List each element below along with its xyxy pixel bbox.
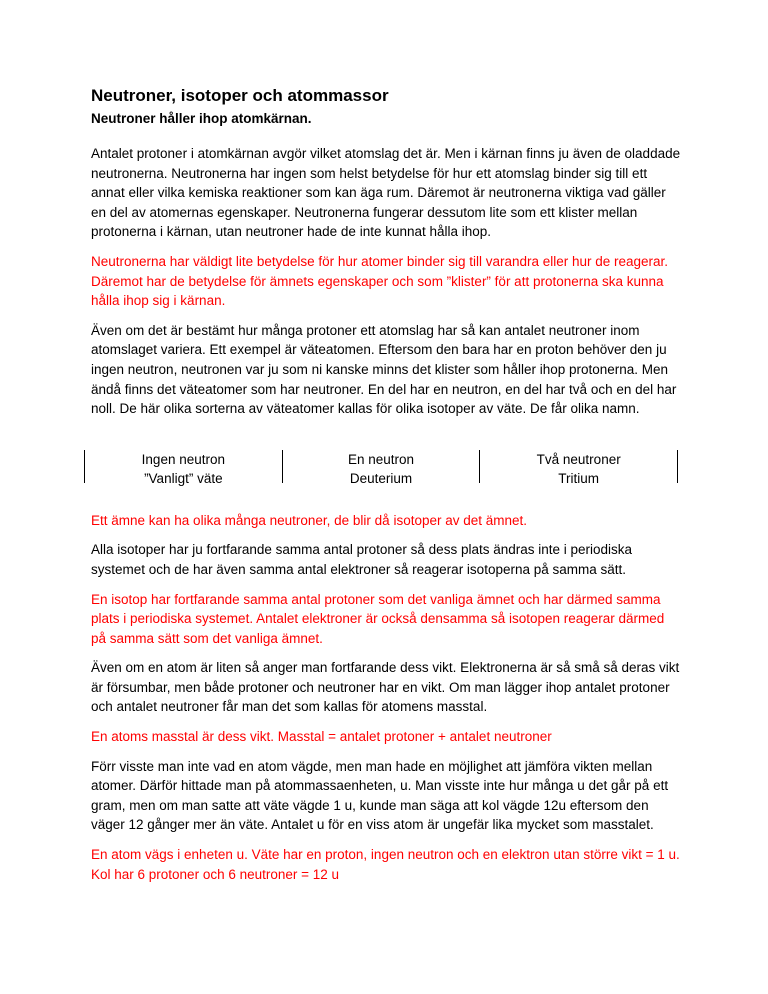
summary-mass-number: En atoms masstal är dess vikt. Masstal = antalet protoner + antalet neutroner	[91, 729, 552, 745]
isotope-name: ”Vanligt” väte	[144, 470, 223, 486]
summary-neutrons: Neutronerna har väldigt lite betydelse för hur atomer binder sig till varandra eller hur de reagerar. Däremot har de betydelse för ämnets egenskaper och som ”klister” för att protonerna ska kunna hålla ihop sig i kärnan.	[91, 253, 669, 309]
isotope-cell-tritium	[479, 450, 678, 486]
isotope-neutrons: Ingen neutron	[141, 451, 225, 467]
summary-atomic-mass-unit: En atom vägs i enheten u. Väte har en proton, ingen neutron och en elektron utan större vikt = 1 u. Kol har 6 protoner och 6 neutroner = 12 u	[91, 847, 680, 882]
paragraph-mass-number: Även om en atom är liten så anger man fortfarande dess vikt. Elektronerna är så små så deras vikt är försumbar, men både protoner och neutroner har en vikt. Om man lägger ihop antalet protoner och antalet neutroner får man det som kallas för atomens masstal.	[91, 660, 680, 715]
isotope-name: Tritium	[558, 470, 600, 486]
summary-isotopes: Ett ämne kan ha olika många neutroner, de blir då isotoper av det ämnet.	[91, 512, 528, 528]
summary-isotope-properties: En isotop har fortfarande samma antal protoner som det vanliga ämnet och har därmed samma plats i periodiska systemet. Antalet elektroner är också densamma så isotopen reagerar därmed på samma sätt som det vanliga ämnet.	[91, 591, 665, 646]
isotope-cell-deuterium	[282, 450, 480, 486]
page-title: Neutroner, isotoper och atommassor	[91, 86, 389, 105]
isotope-name: Deuterium	[349, 470, 413, 486]
document	[91, 86, 681, 884]
paragraph-atomic-mass-unit: Förr visste man inte vad en atom vägde, men man hade en möjlighet att jämföra vikten mellan atomer. Därför hittade man på atommassaenheten, u. Man visste inte hur många u det går på ett gram, men om man satte att väte vägde 1 u, kunde man säga att kol vägde 12u eftersom den väger 12 gånger mer än väte. Antalet u för en viss atom är ungefär lika mycket som masstalet.	[91, 758, 669, 833]
isotope-neutrons: Två neutroner	[536, 451, 621, 467]
isotope-neutrons: En neutron	[347, 451, 415, 467]
paragraph-isotopes: Även om det är bestämt hur många protoner ett atomslag har så kan antalet neutroner inom atomslaget variera. Ett exempel är väteatomen. Eftersom den bara har en proton behöver den ju ingen neutron, neutronen var ju som ni kanske minns det klister som håller ihop protonerna. Men ändå finns det väteatomer som har neutroner. En del har en neutron, en del har två och en del har noll. De här olika sorterna av väteatomer kallas för olika isotoper av väte. De får olika namn.	[91, 322, 677, 417]
paragraph-intro: Antalet protoner i atomkärnan avgör vilket atomslag det är. Men i kärnan finns ju även de oladdade neutronerna. Neutronerna har ingen som helst betydelse för hur ett atomslag binder sig till ett annat eller vilka kemiska reaktioner som kan äga rum. Däremot är neutronerna viktiga vad gäller en del av atomernas egenskaper. Neutronerna fungerar dessutom lite som ett klister mellan protonerna i kärnan, utan neutroner hade de inte kunnat hålla ihop.	[91, 146, 681, 240]
isotope-table	[84, 450, 678, 486]
isotope-cell-protium	[84, 450, 282, 486]
paragraph-isotope-properties: Alla isotoper har ju fortfarande samma antal protoner så dess plats ändras inte i periodiska systemet och de har även samma antal elektroner så reagerar isotoperna på samma sätt.	[91, 542, 633, 577]
subtitle: Neutroner håller ihop atomkärnan.	[91, 111, 312, 126]
